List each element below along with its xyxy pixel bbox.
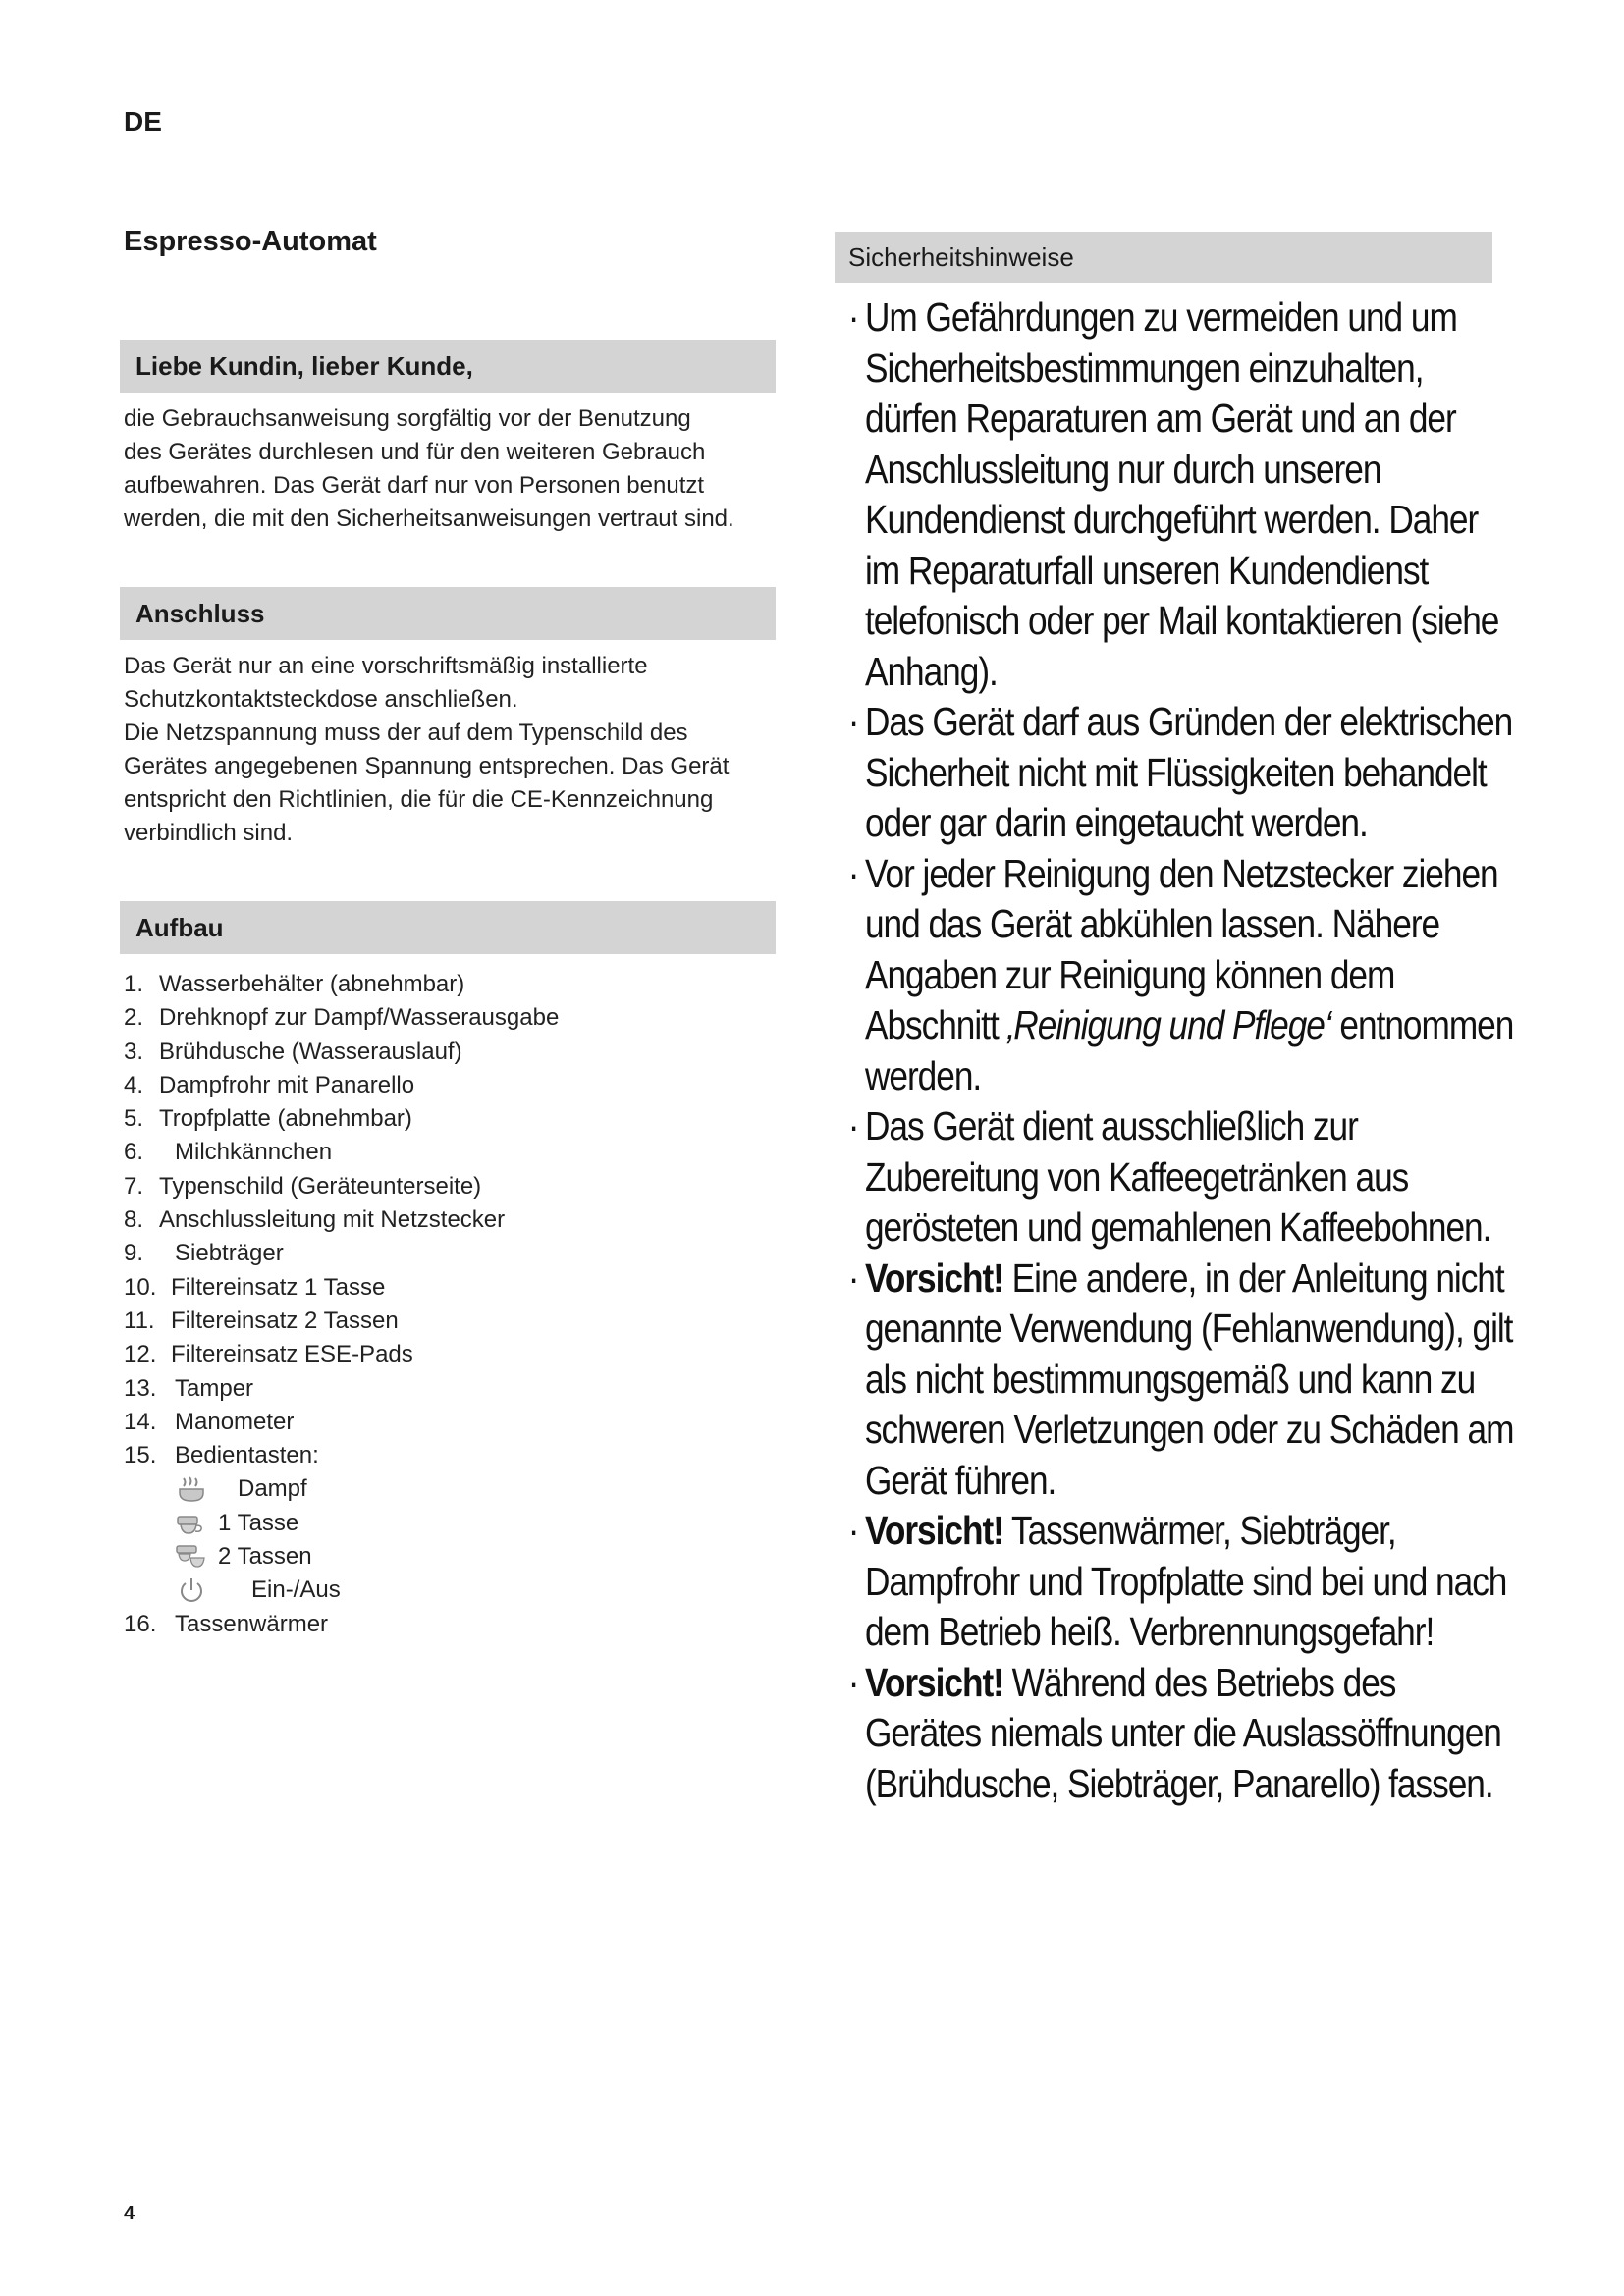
safety-heading: Sicherheitshinweise xyxy=(835,232,1492,283)
control-button-label: Dampf xyxy=(238,1475,307,1503)
connection-line: Die Netzspannung muss der auf dem Typenschild des xyxy=(124,720,688,746)
connection-heading: Anschluss xyxy=(120,587,776,640)
list-item: 6. Milchkännchen xyxy=(124,1139,333,1166)
control-button-label: 2 Tassen xyxy=(218,1543,312,1571)
greeting-line: aufbewahren. Das Gerät darf nur von Personen benutzt xyxy=(124,472,705,499)
safety-item: · Vor jeder Reinigung den Netzstecker ziehen und das Gerät abkühlen lassen. Nähere Angaben zur Reinigung können dem Abschnitt ‚Reinigung und Pflege‘ entnommen werden. xyxy=(847,850,1514,1098)
list-item: 12. Filtereinsatz ESE-Pads xyxy=(124,1341,413,1368)
control-button-row xyxy=(175,1472,776,1506)
page-number: 4 xyxy=(124,2203,135,2224)
safety-item: · Das Gerät dient ausschließlich zur Zubereitung von Kaffeegetränken aus gerösteten und gemahlenen Kaffeebohnen. xyxy=(847,1103,1491,1250)
list-item: 4. Dampfrohr mit Panarello xyxy=(124,1071,415,1098)
list-item: 15. Bedientasten: xyxy=(124,1442,319,1469)
connection-text xyxy=(124,650,776,850)
control-button-label: Ein-/Aus xyxy=(251,1576,341,1604)
control-button-row xyxy=(175,1540,776,1574)
connection-line: Das Gerät nur an eine vorschriftsmäßig installierte xyxy=(124,653,648,679)
list-item: 16. Tassenwärmer xyxy=(124,1610,329,1637)
control-button-label: 1 Tasse xyxy=(218,1509,299,1536)
safety-item: · Vorsicht! Während des Betriebs des Gerätes niemals unter die Auslassöffnungen (Brühdusche, Siebträger, Panarello) fassen. xyxy=(847,1659,1501,1806)
list-item: 9. Siebträger xyxy=(124,1240,284,1267)
list-item: 13. Tamper xyxy=(124,1374,254,1402)
safety-item: · Vorsicht! Eine andere, in der Anleitung nicht genannte Verwendung (Fehlanwendung), gilt als nicht bestimmungsgemäß und kann zu schweren Verletzungen oder zu Schäden am Gerät führen. xyxy=(847,1255,1514,1503)
list-item: 8. Anschlussleitung mit Netzstecker xyxy=(124,1206,506,1234)
two-cups-icon xyxy=(175,1542,208,1572)
list-item: 7. Typenschild (Geräteunterseite) xyxy=(124,1172,482,1200)
greeting-line: die Gebrauchsanweisung sorgfältig vor der Benutzung xyxy=(124,405,691,432)
greeting-text xyxy=(124,402,776,536)
connection-line: entspricht den Richtlinien, die für die CE-Kennzeichnung xyxy=(124,786,714,813)
greeting-heading: Liebe Kundin, lieber Kunde, xyxy=(120,340,776,393)
safety-item: · Um Gefährdungen zu vermeiden und um Sicherheitsbestimmungen einzuhalten, dürfen Reparaturen am Gerät und an der Anschlussleitung nur durch unseren Kundendienst durchgeführt werden. Daher im Reparaturfall unseren Kundendienst telefonisch oder per Mail kontaktieren (siehe Anhang). xyxy=(847,294,1499,694)
list-item: 2. Drehknopf zur Dampf/Wasserausgabe xyxy=(124,1004,560,1032)
connection-line: verbindlich sind. xyxy=(124,820,294,846)
safety-item: · Das Gerät darf aus Gründen der elektrischen Sicherheit nicht mit Flüssigkeiten behandelt oder gar darin eingetaucht werden. xyxy=(847,699,1513,845)
language-label: DE xyxy=(124,106,162,136)
list-item: 10. Filtereinsatz 1 Tasse xyxy=(124,1273,386,1301)
list-item: 11. Filtereinsatz 2 Tassen xyxy=(124,1307,399,1334)
control-button-row xyxy=(175,1574,776,1607)
power-icon xyxy=(175,1575,208,1605)
list-item: 14. Manometer xyxy=(124,1408,295,1435)
list-item: 3. Brühdusche (Wasserauslauf) xyxy=(124,1038,462,1065)
document-title: Espresso-Automat xyxy=(124,226,377,257)
steam-icon xyxy=(175,1475,208,1505)
list-item: 1. Wasserbehälter (abnehmbar) xyxy=(124,971,465,997)
structure-heading: Aufbau xyxy=(120,901,776,954)
left-column xyxy=(120,340,776,1641)
safety-item: · Vorsicht! Tassenwärmer, Siebträger, Dampfrohr und Tropfplatte sind bei und nach dem Betrieb heiß. Verbrennungsgefahr! xyxy=(847,1508,1507,1654)
right-column xyxy=(835,232,1514,1809)
control-buttons-list xyxy=(175,1472,776,1607)
connection-line: Gerätes angegebenen Spannung entsprechen. Das Gerät xyxy=(124,753,730,779)
safety-list xyxy=(835,293,1514,1809)
connection-line: Schutzkontaktsteckdose anschließen. xyxy=(124,686,518,713)
list-item: 5. Tropfplatte (abnehmbar) xyxy=(124,1105,412,1133)
one-cup-icon xyxy=(175,1509,208,1538)
control-button-row xyxy=(175,1507,776,1540)
greeting-line: des Gerätes durchlesen und für den weiteren Gebrauch xyxy=(124,439,706,465)
parts-list xyxy=(124,968,776,1472)
greeting-line: werden, die mit den Sicherheitsanweisungen vertraut sind. xyxy=(124,506,734,532)
